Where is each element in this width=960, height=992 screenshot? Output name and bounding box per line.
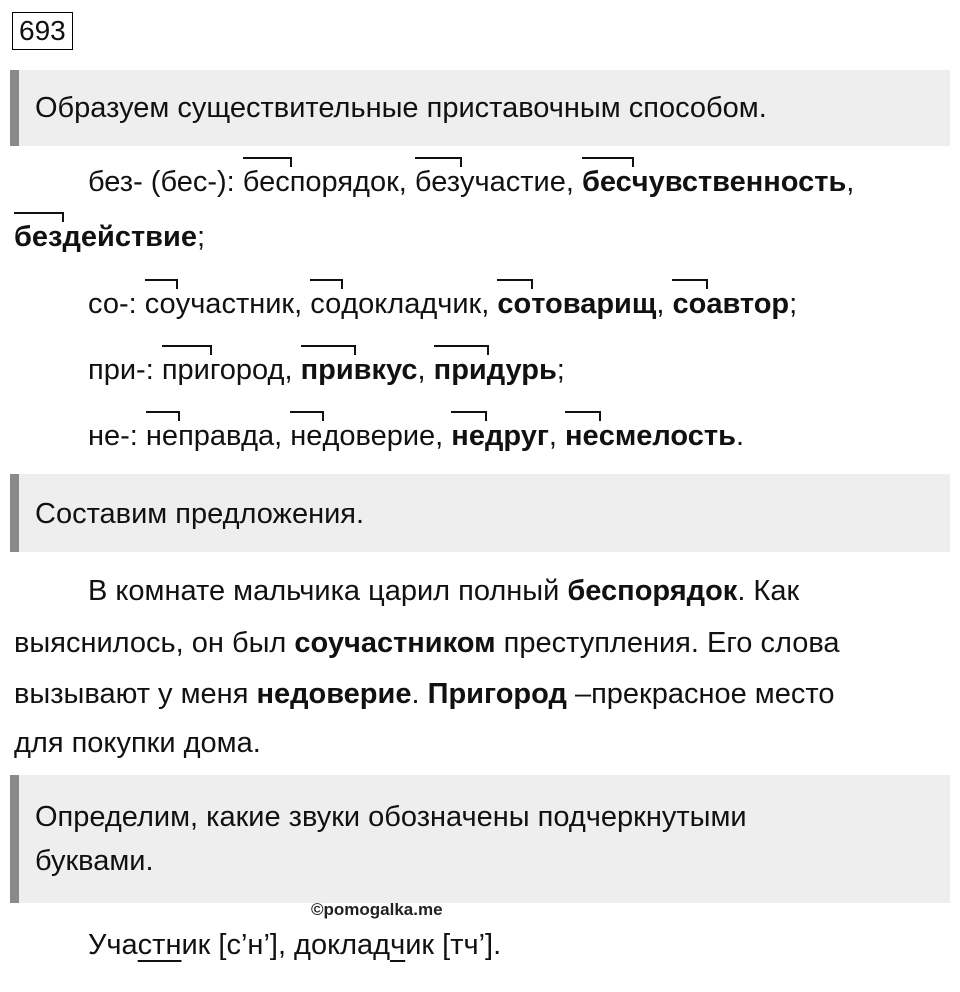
word-besporyadok: беспорядок [243,166,399,198]
so-label: со-: [88,288,137,320]
bold-nedoverie: недоверие [256,678,412,710]
word-beschuvstvennost: бесчувственность [582,166,846,198]
word-bezuchastie: безучастие [415,166,566,198]
sentence-line-1: В комнате мальчика царил полный беспорядок. Как [88,575,800,607]
word-nedrug: недруг [451,420,549,452]
prefix-mark: не [565,416,599,456]
watermark: ©pomogalka.me [311,900,443,919]
bez-label: без- (бес-): [88,166,235,198]
ne-label: не-: [88,420,138,452]
section-2-heading-text: Составим предложения. [35,498,365,530]
so-line: со-: соучастник, содокладчик, сотоварищ, соавтор; [88,284,797,324]
task-number: 693 [12,12,73,50]
section-3-heading-line-1: Определим, какие звуки обозначены подчеркнутыми [35,801,747,833]
prefix-mark: не [451,416,485,456]
pri-label: при-: [88,354,154,386]
section-1-heading [10,70,950,146]
word-sodokladchik: содокладчик [310,288,481,320]
section-3-heading-line-2: буквами. [35,845,154,877]
section-3-heading [10,775,950,903]
bold-prigorod: Пригород [427,678,567,710]
prefix-mark: при [162,350,210,390]
prefix-mark: при [434,350,487,390]
ne-line: не-: неправда, недоверие, недруг, несмелость. [88,416,744,456]
prefix-mark: со [310,284,341,324]
sentence-line-3: вызывают у меня недоверие. Пригород –прекрасное место [14,678,835,710]
word-nesmelost: несмелость [565,420,736,452]
sounds-line: Участник [с’н’], докладчик [тч’]. [88,929,502,961]
word-souchastnik: соучастник [145,288,294,320]
prefix-mark: без [415,162,460,202]
prefix-mark: при [301,350,354,390]
underlined-letters-stn: стн [137,929,182,961]
sentence-line-2: выяснилось, он был соучастником преступления. Его слова [14,627,840,659]
section-1-heading-text: Образуем существительные приставочным способом. [35,92,767,124]
prefix-mark: со [145,284,176,324]
pri-line: при-: пригород, привкус, придурь; [88,350,565,390]
prefix-mark: со [672,284,706,324]
prefix-mark: без [14,217,62,257]
word-privkus: привкус [301,354,418,386]
word-prigorod: пригород [162,354,285,386]
bez-line: без- (бес-): беспорядок, безучастие, бесчувственность, [88,162,854,202]
section-2-heading [10,474,950,552]
prefix-mark: не [290,416,322,456]
word-nedoverie: недоверие [290,420,435,452]
prefix-mark: бес [243,162,290,202]
sentence-line-4: для покупки дома. [14,727,261,759]
prefix-mark: бес [582,162,632,202]
word-sotovarishch: сотоварищ [497,288,656,320]
bold-besporyadok: беспорядок [567,575,738,607]
prefix-mark: не [146,416,178,456]
bold-souchastnikom: соучастником [294,627,496,659]
bez-line-2: бездействие; [14,217,205,257]
word-soavtor: соавтор [672,288,789,320]
word-pridur: придурь [434,354,557,386]
prefix-mark: со [497,284,531,324]
word-bezdeystvie: бездействие [14,221,197,253]
word-nepravda: неправда [146,420,274,452]
underlined-letter-ch: ч [390,929,406,961]
